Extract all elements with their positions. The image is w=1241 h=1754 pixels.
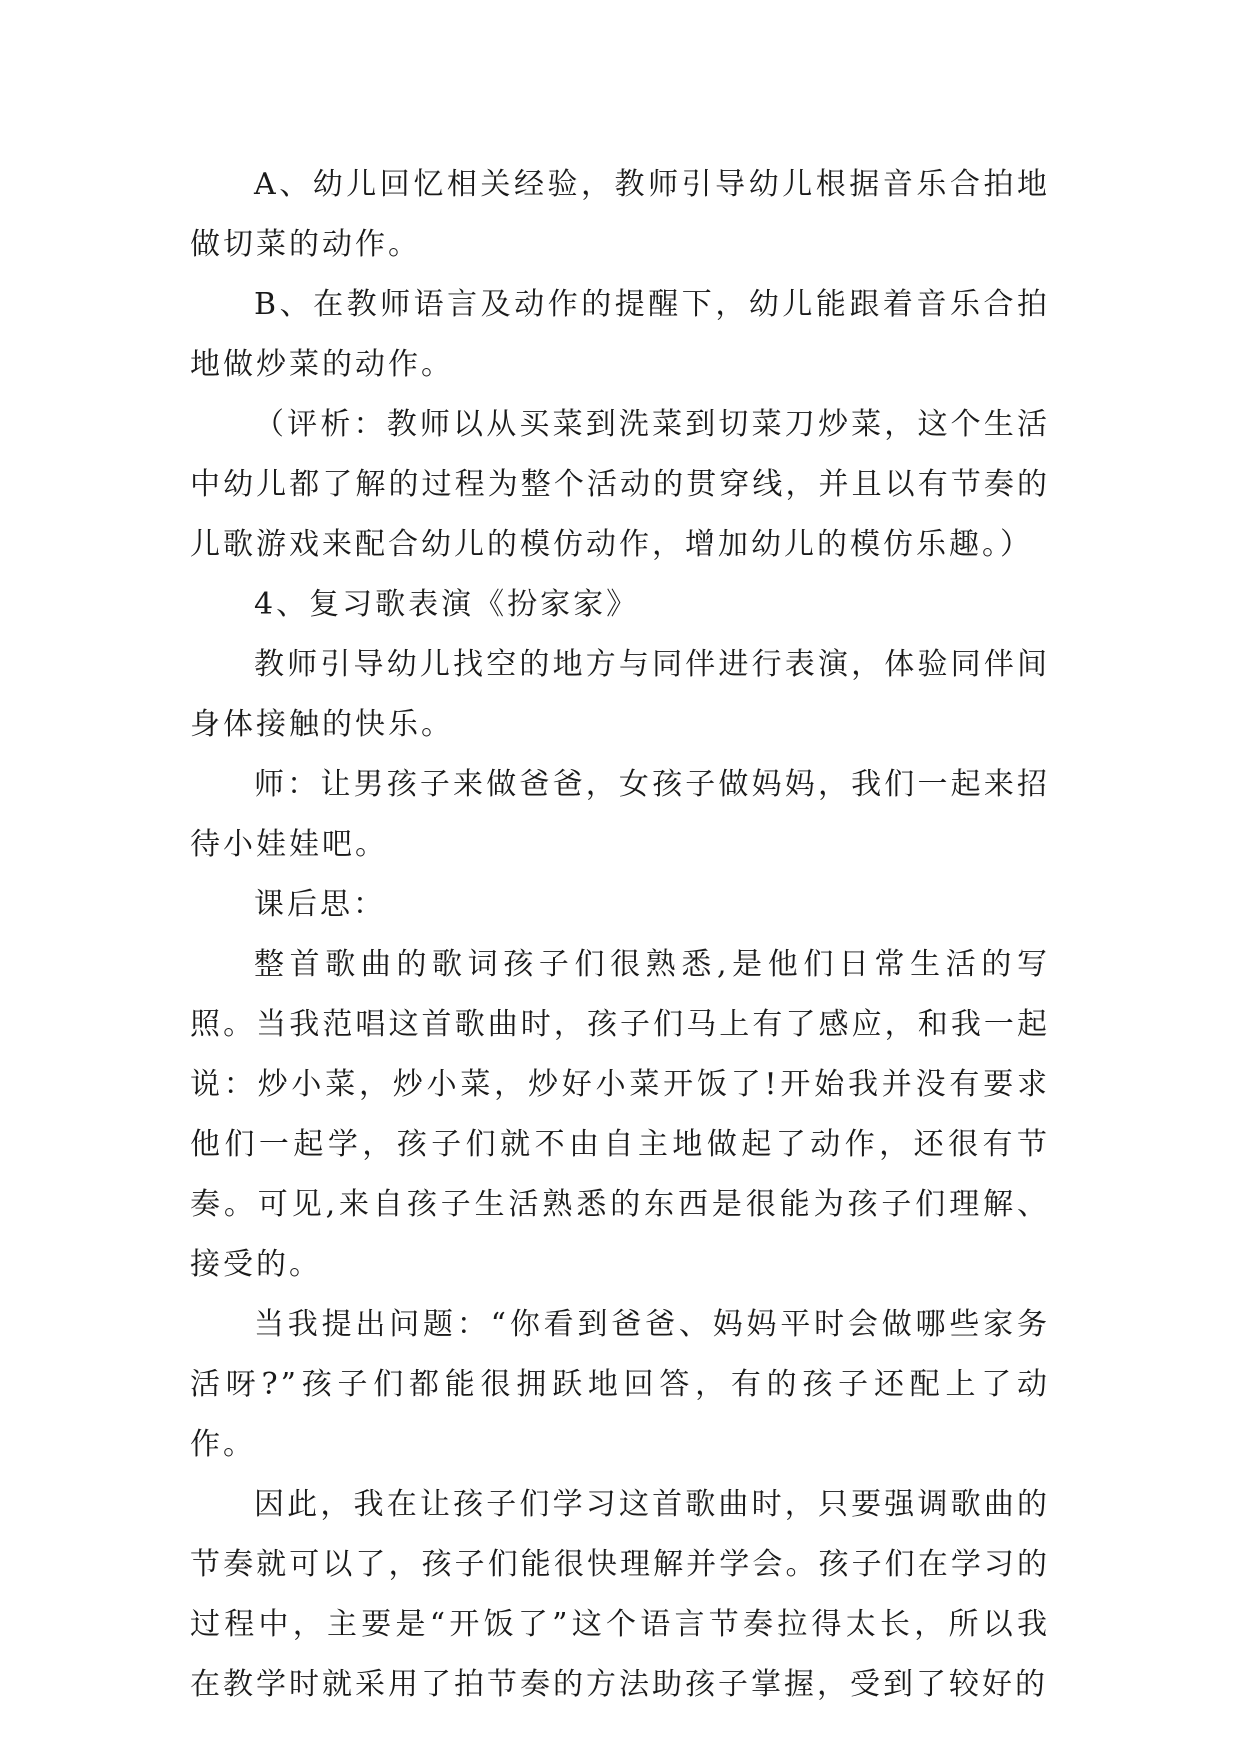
- paragraph-commentary: （评析：教师以从买菜到洗菜到切菜刀炒菜，这个生活中幼儿都了解的过程为整个活动的贯穿线，并且以有节奏的儿歌游戏来配合幼儿的模仿动作，增加幼儿的模仿乐趣。）: [190, 407, 1050, 562]
- paragraph-stir-fry-action: B、在教师语言及动作的提醒下，幼儿能跟着音乐合拍地做炒菜的动作。: [190, 287, 1050, 382]
- paragraph-reflection-rhythm: 因此，我在让孩子们学习这首歌曲时，只要强调歌曲的节奏就可以了，孩子们能很快理解并学会。孩子们在学习的过程中，主要是“开饭了”这个语言节奏拉得太长，所以我在教学时就采用了拍节奏的方法助孩子掌握，受到了较好的: [190, 1487, 1050, 1702]
- paragraph-reflection-lyrics: 整首歌曲的歌词孩子们很熟悉,是他们日常生活的写照。当我范唱这首歌曲时，孩子们马上有了感应，和我一起说：炒小菜，炒小菜，炒好小菜开饭了!开始我并没有要求他们一起学，孩子们就不由自主地做起了动作，还很有节奏。可见,来自孩子生活熟悉的东西是很能为孩子们理解、接受的。: [190, 947, 1050, 1282]
- paragraph-cut-action: A、幼儿回忆相关经验，教师引导幼儿根据音乐合拍地做切菜的动作。: [190, 167, 1050, 262]
- paragraph-teacher-dialogue: 师：让男孩子来做爸爸，女孩子做妈妈，我们一起来招待小娃娃吧。: [190, 767, 1050, 862]
- paragraph-reflection-question: 当我提出问题：“你看到爸爸、妈妈平时会做哪些家务活呀?”孩子们都能很拥跃地回答，有的孩子还配上了动作。: [190, 1307, 1050, 1462]
- paragraph-partner-performance: 教师引导幼儿找空的地方与同伴进行表演，体验同伴间身体接触的快乐。: [190, 647, 1050, 742]
- document-body: [190, 155, 1050, 1715]
- paragraph-step-4-heading: 4、复习歌表演《扮家家》: [254, 587, 640, 622]
- paragraph-reflection-heading: 课后思：: [254, 887, 386, 922]
